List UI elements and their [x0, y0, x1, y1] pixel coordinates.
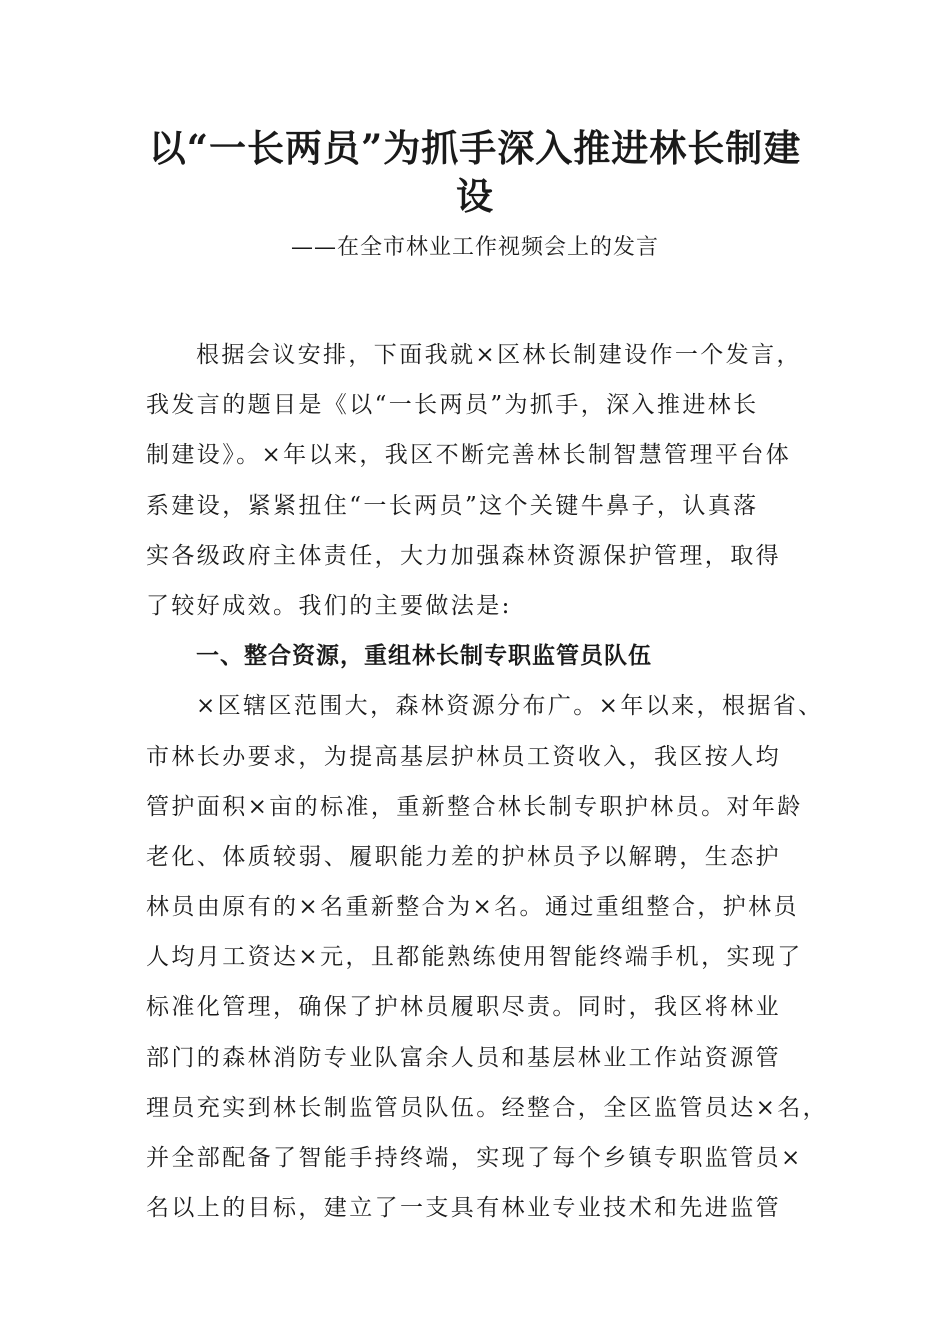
paragraph-line: 林员由原有的×名重新整合为×名。通过重组整合，护林员 — [146, 894, 799, 921]
paragraph-line: 老化、体质较弱、履职能力差的护林员予以解聘，生态护 — [146, 843, 781, 870]
document-title-line-1: 以“一长两员”为抓手深入推进林长制建 — [148, 126, 802, 170]
document-subtitle: ——在全市林业工作视频会上的发言 — [290, 235, 659, 260]
paragraph-line: 系建设，紧紧扭住“一长两员”这个关键牛鼻子，认真落 — [146, 492, 759, 519]
paragraph-line: 理员充实到林长制监管员队伍。经整合，全区监管员达×名， — [146, 1094, 829, 1121]
section-heading: 一、整合资源，重组林长制专职监管员队伍 — [196, 643, 652, 670]
paragraph-line: 市林长办要求，为提高基层护林员工资收入，我区按人均 — [146, 743, 781, 770]
document-title-line-2: 设 — [456, 174, 494, 218]
paragraph-line: 管护面积×亩的标准，重新整合林长制专职护林员。对年龄 — [146, 793, 803, 820]
paragraph-line: 人均月工资达×元，且都能熟练使用智能终端手机，实现了 — [146, 944, 803, 971]
paragraph-line: 实各级政府主体责任，大力加强森林资源保护管理，取得 — [146, 542, 781, 569]
document-body — [146, 330, 829, 1233]
paragraph-line: 标准化管理，确保了护林员履职尽责。同时，我区将林业 — [146, 994, 781, 1021]
paragraph-line: 部门的森林消防专业队富余人员和基层林业工作站资源管 — [146, 1044, 781, 1071]
paragraph-line: 名以上的目标，建立了一支具有林业专业技术和先进监管 — [146, 1195, 781, 1222]
paragraph-line: 了较好成效。我们的主要做法是: — [146, 592, 512, 619]
paragraph-line: 制建设》。×年以来，我区不断完善林长制智慧管理平台体 — [146, 442, 792, 469]
paragraph-line: 我发言的题目是《以“一长两员”为抓手，深入推进林长 — [146, 392, 759, 419]
paragraph-line: ×区辖区范围大，森林资源分布广。×年以来，根据省、 — [196, 693, 824, 720]
paragraph-line: 根据会议安排，下面我就×区林长制建设作一个发言， — [196, 342, 802, 368]
paragraph-line: 并全部配备了智能手持终端，实现了每个乡镇专职监管员× — [146, 1145, 803, 1171]
